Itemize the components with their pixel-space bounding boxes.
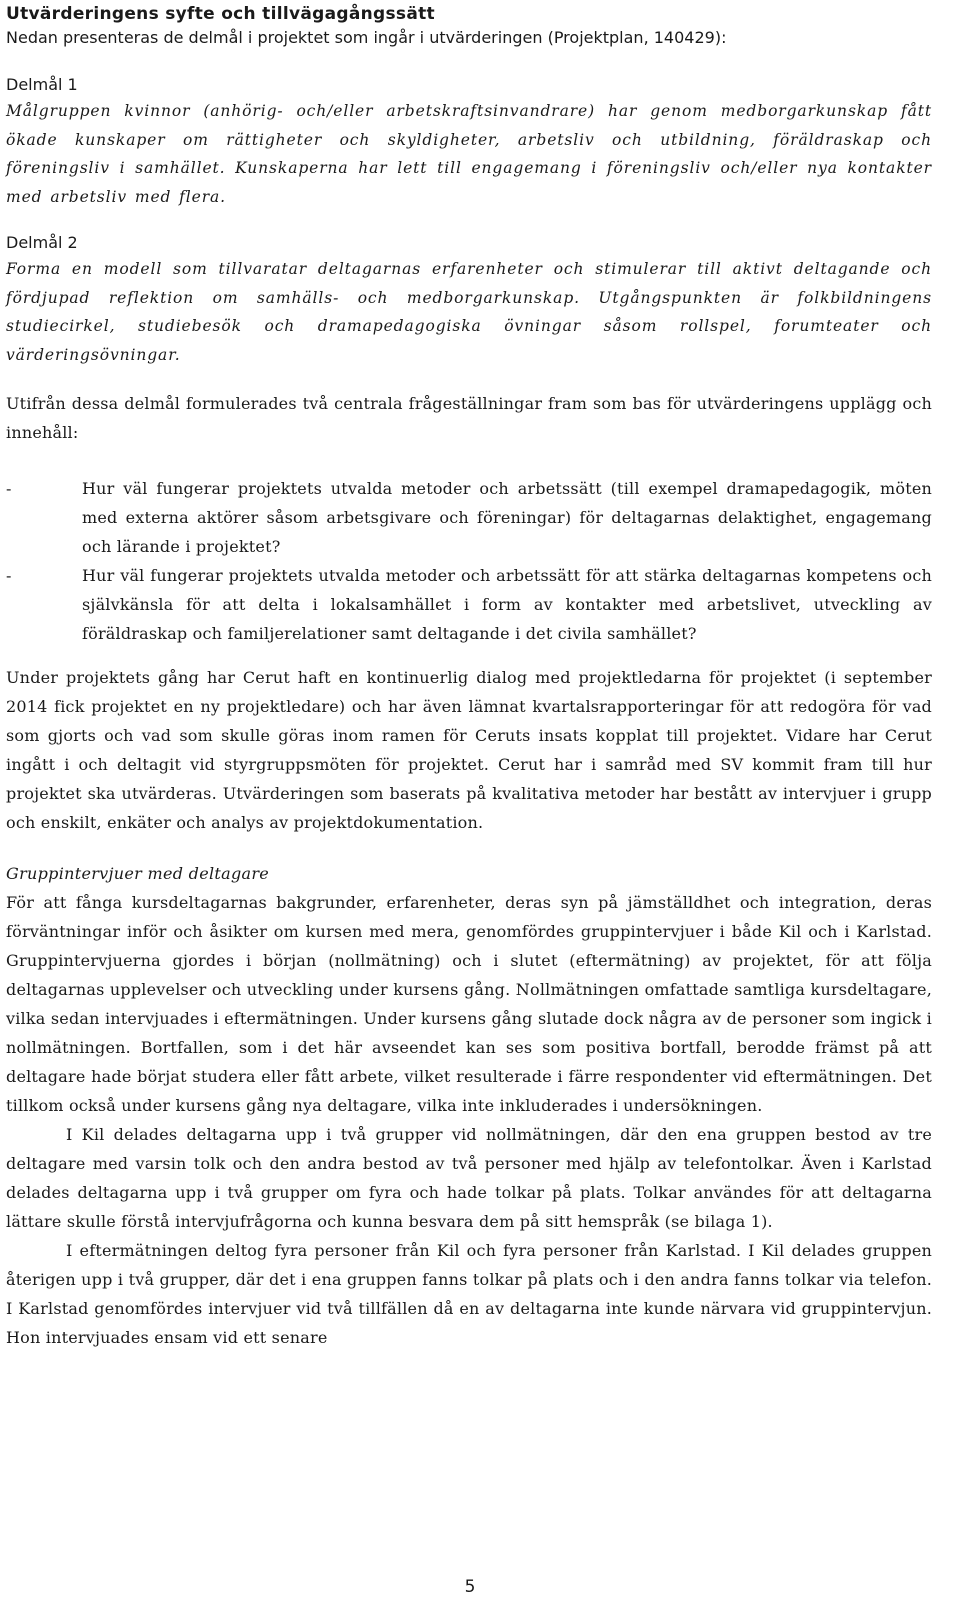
goal-label: Delmål 1 [6,75,78,94]
section-heading: Utvärderingens syfte och tillvägagångssätt [6,4,435,24]
list-item [6,561,932,648]
questions-intro: Utifrån dessa delmål formulerades två centrala frågeställningar fram som bas för utvärderingens upplägg och innehåll: [6,394,932,442]
goal-label: Delmål 2 [6,233,78,252]
intro-text: Nedan presenteras de delmål i projektet som ingår i utvärderingen (Projektplan, 140429): [6,28,727,47]
question-list [6,474,932,648]
list-bullet: - [6,566,12,585]
goal-1 [6,73,932,211]
subsection-heading: Gruppintervjuer med deltagare [6,864,270,883]
paragraph: I Kil delades deltagarna upp i två grupper vid nollmätningen, där den ena gruppen bestod av tre deltagare med varsin tolk och den andra bestod av två personer med hjälp av telefontolkar. Även i Karlstad delades deltagarna upp i två grupper om fyra och hade tolkar på plats. Tolkar användes för att deltagarna lättare skulle förstå intervjufrågorna och kunna besvara dem på sitt hemspråk (se bilaga 1). [6,1125,932,1231]
goal-text: Målgruppen kvinnor (anhörig- och/eller arbetskraftsinvandrare) har genom medborgarkunskap fått ökade kunskaper om rättigheter och skyldigheter, arbetsliv och utbildning, föräldraskap och föreningsliv i samhället. Kunskaperna har lett till engagemang i föreningsliv och/eller nya kontakter med arbetsliv med flera. [6,102,932,206]
goal-2 [6,231,932,369]
question-text: Hur väl fungerar projektets utvalda metoder och arbetssätt (till exempel dramapedagogik, möten med externa aktörer såsom arbetsgivare och föreningar) för deltagarnas delaktighet, engagemang och lärande i projektet? [82,479,932,556]
list-bullet: - [6,479,12,498]
document-page [6,0,932,1352]
paragraph: I eftermätningen deltog fyra personer från Kil och fyra personer från Karlstad. I Kil delades gruppen återigen upp i två grupper, där det i ena gruppen fanns tolkar på plats och i den andra fanns tolkar via telefon. I Karlstad genomfördes intervjuer vid två tillfällen då en av deltagarna inte kunde närvara vid gruppintervjun. Hon intervjuades ensam vid ett senare [6,1241,932,1347]
question-text: Hur väl fungerar projektets utvalda metoder och arbetssätt för att stärka deltagarnas kompetens och självkänsla för att delta i lokalsamhället i form av kontakter med arbetslivet, utveckling av föräldraskap och familjerelationer samt deltagande i det civila samhället? [82,566,932,643]
process-paragraph: Under projektets gång har Cerut haft en kontinuerlig dialog med projektledarna för projektet (i september 2014 fick projektet en ny projektledare) och har även lämnat kvartalsrapporteringar för att redogöra för vad som gjorts och vad som skulle göras inom ramen för Ceruts insats kopplat till projektet. Vidare har Cerut ingått i och deltagit vid styrgruppsmöten för projektet. Cerut har i samråd med SV kommit fram till hur projektet ska utvärderas. Utvärderingen som baserats på kvalitativa metoder har bestått av intervjuer i grupp och enskilt, enkäter och analys av projektdokumentation. [6,668,932,832]
paragraph: För att fånga kursdeltagarnas bakgrunder, erfarenheter, deras syn på jämställdhet och integration, deras förväntningar inför och åsikter om kursen med mera, genomfördes gruppintervjuer i både Kil och i Karlstad. Gruppintervjuerna gjordes i början (nollmätning) och i slutet (eftermätning) av projektet, för att följa deltagarnas upplevelser och utveckling under kursens gång. Nollmätningen omfattade samtliga kursdeltagare, vilka sedan intervjuades i eftermätningen. Under kursens gång slutade dock några av de personer som ingick i nollmätningen. Bortfallen, som i det här avseendet kan ses som positiva bortfall, berodde främst på att deltagare hade börjat studera eller fått arbete, vilket resulterade i färre respondenter vid eftermätningen. Det tillkom också under kursens gång nya deltagare, vilka inte inkluderades i undersökningen. [6,893,932,1115]
goal-text: Forma en modell som tillvaratar deltagarnas erfarenheter och stimulerar till aktivt deltagande och fördjupad reflektion om samhälls- och medborgarkunskap. Utgångspunkten är folkbildningens studiecirkel, studiebesök och dramapedagogiska övningar såsom rollspel, forumteater och värderingsövningar. [6,260,932,364]
page-number: 5 [464,1577,476,1597]
list-item [6,474,932,561]
